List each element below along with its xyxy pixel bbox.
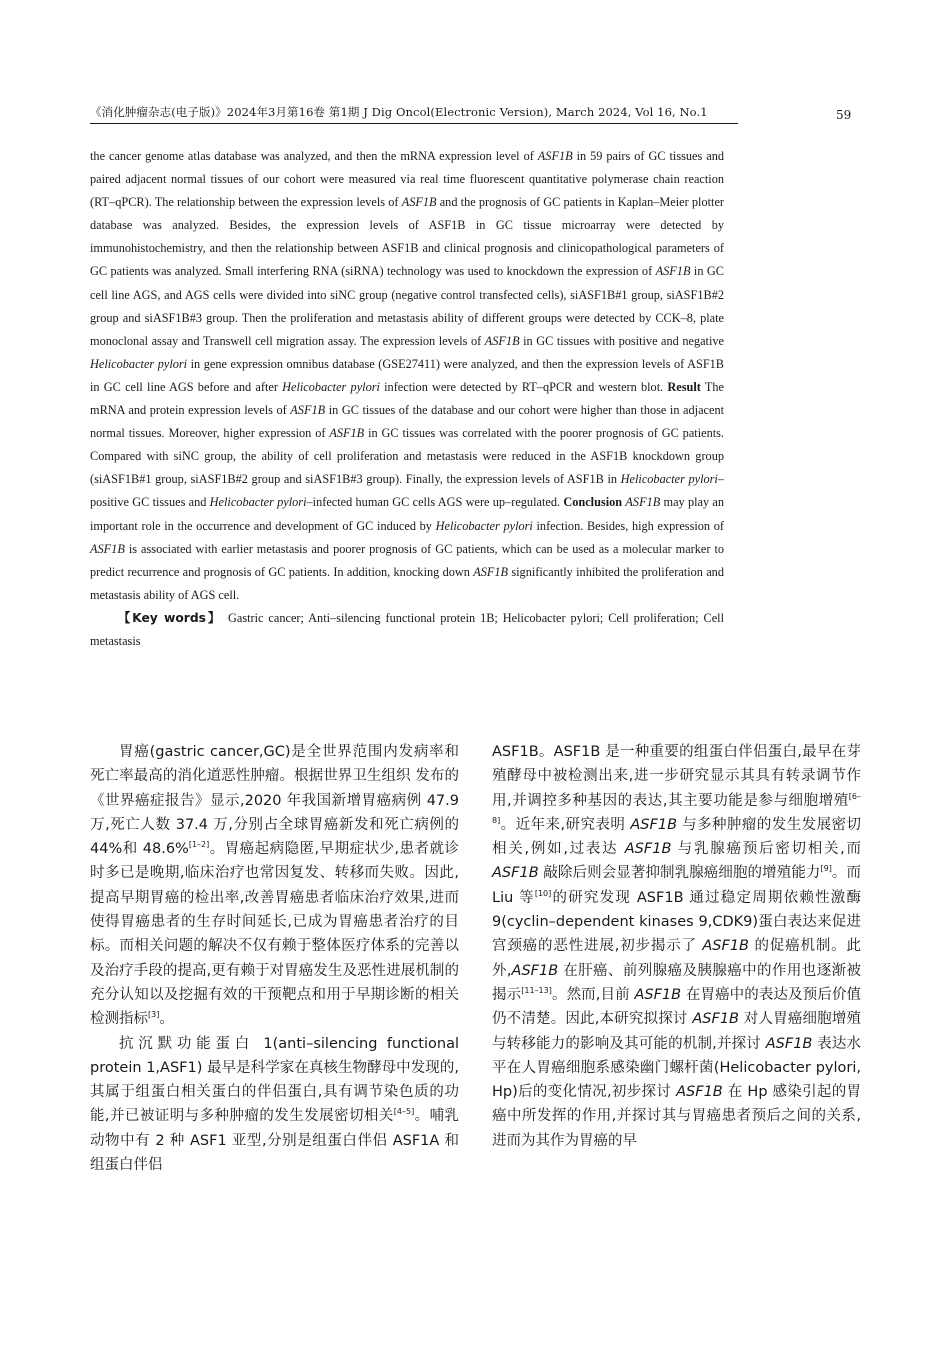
gene-name: ASF1B [625, 495, 661, 510]
body-paragraph: 抗沉默功能蛋白 1(anti–silencing functional protein 1,ASF1) 最早是科学家在真核生物酵母中发现的,其属于组蛋白相关蛋白的伴侣蛋白,具有调节染色质的功能,并已被证明与多种肿瘤的发生发展密切相关[4–5]。哺乳动物中有 2 种 ASF1 亚型,分别是组蛋白伴侣 ASF1A 和组蛋白伴侣 [90, 1035, 460, 1174]
result-label: Result [667, 379, 701, 394]
species-name: Helicobacter pylori [90, 356, 188, 371]
gene-name: ASF1B [655, 264, 691, 279]
body-paragraph: ASF1B。ASF1B 是一种重要的组蛋白伴侣蛋白,最早在芽殖酵母中被检测出来,进一步研究显示其具有转录调节作用,并调控多种基因的表达,其主要功能是参与细胞增殖[6–8]。近年来,研究表明 ASF1B 与多种肿瘤的发生发展密切相关,例如,过表达 ASF1B 与乳腺癌预后密切相关,而 ASF1B 敲除后则会显著抑制乳腺癌细胞的增殖能力[9]。而 Liu 等[10]的研究发现 ASF1B 通过稳定周期依赖性激酶 9(cyclin–dependent kinases 9,CDK9)蛋白表达来促进宫颈癌的恶性进展,初步揭示了 ASF1B 的促癌机制。此外,ASF1B 在肝癌、前列腺癌及胰腺癌中的作用也逐渐被揭示[11–13]。然而,目前 ASF1B 在胃癌中的表达及预后价值仍不清楚。因此,本研究拟探讨 ASF1B 对人胃癌细胞增殖与转移能力的影响及其可能的机制,并探讨 ASF1B 表达水平在人胃癌细胞系感染幽门螺杆菌(Helicobacter pylori, Hp)后的变化情况,初步探讨 ASF1B 在 Hp 感染引起的胃癌中所发挥的作用,并探讨其与胃癌患者预后之间的关系,进而为其作为胃癌的早 [492, 744, 862, 1149]
citation: [10] [534, 888, 552, 898]
gene-name: ASF1B [290, 403, 326, 418]
gene-name: ASF1B [329, 426, 365, 441]
citation: [1–2] [188, 840, 210, 850]
body-right-column [492, 740, 861, 1153]
keywords-label: 【Key words】 [118, 610, 222, 625]
gene-name: ASF1B [484, 333, 520, 348]
body-paragraph: 胃癌(gastric cancer,GC)是全世界范围内发病率和死亡率最高的消化道恶性肿瘤。根据世界卫生组织 发布的《世界癌症报告》显示,2020 年我国新增胃癌病例 47.9 万,死亡人数 37.4 万,分别占全球胃癌新发和死亡病例的 44%和 48.6%[1–2]。胃癌起病隐匿,早期症状少,患者就诊时多已是晚期,临床治疗也常因复发、转移而失败。因此,提高早期胃癌的检出率,改善胃癌患者临床治疗效果,进而使得胃癌患者的生存时间延长,已成为胃癌患者治疗的目标。而相关问题的解决不仅有赖于整体医疗体系的完善以及治疗手段的提高,更有赖于对胃癌发生及恶性进展机制的充分认知以及挖掘有效的干预靶点和用于早期诊断的相关检测指标[3]。 [90, 744, 459, 1028]
citation: [9] [820, 864, 832, 874]
running-header: 《消化肿瘤杂志(电子版)》2024年3月第16卷 第1期 J Dig Oncol(Electronic Version), March 2024, Vol 16, No.1 [90, 105, 708, 119]
gene-name: ASF1B [511, 962, 559, 979]
species-name: Helicobacter pylori [209, 495, 307, 510]
species-name: Helicobacter pylori [435, 518, 533, 533]
citation: [6–8] [492, 791, 861, 825]
gene-name: ASF1B [765, 1035, 813, 1052]
conclusion-label: Conclusion [563, 495, 623, 510]
english-abstract [90, 145, 724, 653]
citation: [3] [148, 1010, 160, 1020]
gene-name: ASF1B [692, 1011, 739, 1028]
body-left-column [90, 740, 459, 1177]
gene-name: ASF1B [473, 564, 509, 579]
citation: [4–5] [393, 1107, 415, 1117]
gene-name: ASF1B [492, 865, 539, 882]
keywords [90, 607, 724, 653]
abstract-paragraph: the cancer genome atlas database was analyzed, and then the mRNA expression level of ASF1B in 59 pairs of GC tissues and paired adjacent normal tissues of our cohort were measured via real time fluorescent quantitative polymerase chain reaction (RT–qPCR). The relationship between the expression levels of ASF1B and the prognosis of GC patients in Kaplan–Meier plotter database was analyzed. Besides, the expression levels of ASF1B in GC tissue microarray were detected by immunohistochemistry, and then the relationship between ASF1B and clinical prognosis and clinicopathological parameters of GC patients was analyzed. Small interfering RNA (siRNA) technology was used to knockdown the expression of ASF1B in GC cell line AGS, and AGS cells were divided into siNC group (negative control transfected cells), siASF1B#1 group, siASF1B#2 group and siASF1B#3 group. Then the proliferation and metastasis ability of different groups were detected by CCK–8, plate monoclonal assay and Transwell cell migration assay. The expression levels of ASF1B in GC tissues with positive and negative Helicobacter pylori in gene expression omnibus database (GSE27411) were analyzed, and then the expression levels of ASF1B in GC cell line AGS before and after Helicobacter pylori infection were detected by RT–qPCR and western blot. Result The mRNA and protein expression levels of ASF1B in GC tissues of the database and our cohort were higher than those in adjacent normal tissues. Moreover, higher expression of ASF1B in GC tissues was correlated with the poorer prognosis of GC patients. Compared with siNC group, the ability of cell proliferation and metastasis were reduced in the ASF1B knockdown group (siASF1B#1 group, siASF1B#2 group and siASF1B#3 group). Finally, the expression levels of ASF1B in Helicobacter pylori–positive GC tissues and Helicobacter pylori–infected human GC cells AGS were up–regulated. Conclusion ASF1B may play an important role in the occurrence and development of GC induced by Helicobacter pylori infection. Besides, high expression of ASF1B is associated with earlier metastasis and poorer prognosis of GC patients, which can be used as a molecular marker to predict recurrence and prognosis of GC patients. In addition, knocking down ASF1B significantly inhibited the proliferation and metastasis ability of AGS cell. [90, 149, 725, 602]
gene-name: ASF1B [630, 816, 678, 833]
gene-name: ASF1B [624, 841, 672, 858]
gene-name: ASF1B [702, 938, 749, 955]
gene-name: ASF1B [676, 1084, 723, 1101]
citation: [11–13] [521, 985, 552, 995]
header-rule [90, 123, 738, 124]
gene-name: ASF1B [537, 149, 573, 163]
gene-name: ASF1B [401, 195, 437, 210]
species-name: Helicobacter pylori [282, 379, 380, 394]
gene-name: ASF1B [90, 541, 125, 556]
species-name: Helicobacter pylori [620, 472, 718, 487]
page-number: 59 [836, 108, 852, 122]
gene-name: ASF1B [634, 986, 682, 1003]
keywords-text: Gastric cancer; Anti–silencing functional protein 1B; Helicobacter pylori; Cell proliferation; Cell metastasis [90, 610, 724, 648]
